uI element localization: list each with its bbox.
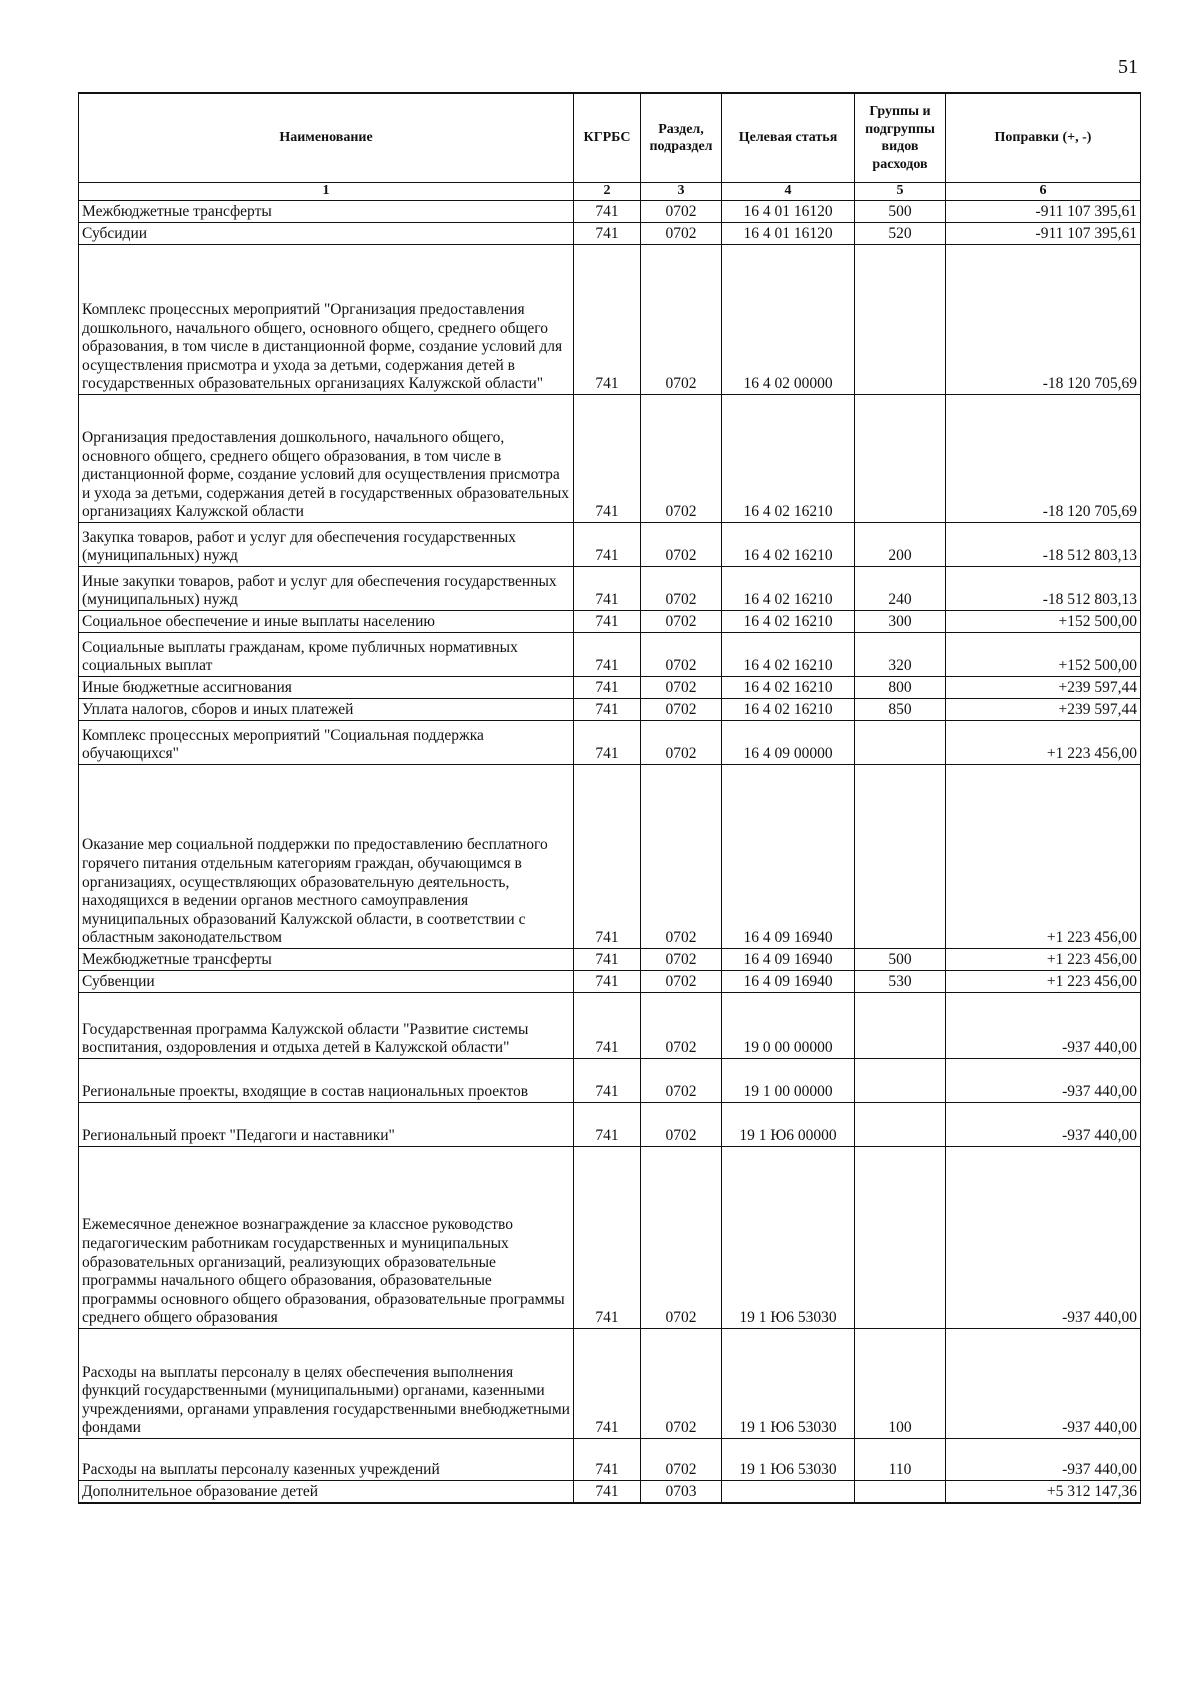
table-row [79,245,1141,395]
row-name-cell: Межбюджетные трансферты [79,201,574,223]
row-group-cell: 110 [855,1439,946,1481]
row-name-cell: Оказание мер социальной поддержки по предоставлению бесплатного горячего питания отдельным категориям граждан, обучающимся в организациях, осуществляющих образовательную деятельность, находящихся в ведении органов местного самоуправления муниципальных образований Калужской области, в соответствии с областным законодательством [79,765,574,949]
table-row [79,1481,1141,1503]
row-amount-cell: -937 440,00 [946,1103,1141,1147]
column-index: 6 [946,183,1141,201]
row-section-cell: 0702 [641,949,722,971]
row-name-cell: Комплекс процессных мероприятий "Организация предоставления дошкольного, начального общего, основного общего, среднего общего образования, в том числе в дистанционной форме, создание условий для осуществления присмотра и ухода за детьми, содержания детей в государственных образовательных организациях Калужской области" [79,245,574,395]
row-amount-cell: +1 223 456,00 [946,721,1141,765]
row-kgrbs-cell: 741 [574,971,641,993]
column-index: 1 [79,183,574,201]
row-target-cell: 16 4 02 16210 [722,567,855,611]
row-group-cell: 800 [855,677,946,699]
row-kgrbs-cell: 741 [574,395,641,523]
row-kgrbs-cell: 741 [574,699,641,721]
row-kgrbs-cell: 741 [574,567,641,611]
row-name-cell: Межбюджетные трансферты [79,949,574,971]
row-kgrbs-cell: 741 [574,1329,641,1439]
table-row [79,223,1141,245]
table-row [79,395,1141,523]
row-amount-cell: -911 107 395,61 [946,201,1141,223]
row-amount-cell: -18 512 803,13 [946,523,1141,567]
row-target-cell: 16 4 02 16210 [722,611,855,633]
table-row [79,677,1141,699]
row-kgrbs-cell: 741 [574,677,641,699]
row-kgrbs-cell: 741 [574,949,641,971]
row-target-cell: 19 1 Ю6 53030 [722,1329,855,1439]
row-section-cell: 0702 [641,971,722,993]
row-kgrbs-cell: 741 [574,633,641,677]
row-name-cell: Дополнительное образование детей [79,1481,574,1503]
header-section: Раздел, подраздел [641,93,722,183]
table-row [79,567,1141,611]
row-group-cell [855,1481,946,1503]
row-section-cell: 0702 [641,1439,722,1481]
row-section-cell: 0702 [641,1059,722,1103]
row-name-cell: Иные бюджетные ассигнования [79,677,574,699]
row-amount-cell: -937 440,00 [946,1439,1141,1481]
row-group-cell: 300 [855,611,946,633]
column-index: 5 [855,183,946,201]
row-target-cell: 16 4 02 16210 [722,699,855,721]
row-amount-cell: -937 440,00 [946,993,1141,1059]
row-target-cell: 19 0 00 00000 [722,993,855,1059]
column-index: 3 [641,183,722,201]
header-groups: Группы и подгруппы видов расходов [855,93,946,183]
row-name-cell: Субсидии [79,223,574,245]
row-kgrbs-cell: 741 [574,1103,641,1147]
row-target-cell: 16 4 02 16210 [722,633,855,677]
row-group-cell [855,245,946,395]
row-section-cell: 0702 [641,245,722,395]
row-name-cell: Комплекс процессных мероприятий "Социальная поддержка обучающихся" [79,721,574,765]
header-target: Целевая статья [722,93,855,183]
table-row [79,611,1141,633]
row-target-cell: 16 4 02 16210 [722,677,855,699]
header-kgrbs: КГРБС [574,93,641,183]
row-name-cell: Региональный проект "Педагоги и наставники" [79,1103,574,1147]
row-amount-cell: +239 597,44 [946,677,1141,699]
row-name-cell: Расходы на выплаты персоналу в целях обеспечения выполнения функций государственными (муниципальными) органами, казенными учреждениями, органами управления государственными внебюджетными фондами [79,1329,574,1439]
row-section-cell: 0702 [641,1329,722,1439]
row-name-cell: Государственная программа Калужской области "Развитие системы воспитания, оздоровления и отдыха детей в Калужской области" [79,993,574,1059]
table-row [79,1059,1141,1103]
row-amount-cell: -911 107 395,61 [946,223,1141,245]
column-index: 2 [574,183,641,201]
row-section-cell: 0702 [641,699,722,721]
row-target-cell: 16 4 09 16940 [722,765,855,949]
row-section-cell: 0702 [641,523,722,567]
row-name-cell: Уплата налогов, сборов и иных платежей [79,699,574,721]
row-section-cell: 0702 [641,677,722,699]
table-row [79,765,1141,949]
row-group-cell: 200 [855,523,946,567]
header-amount: Поправки (+, -) [946,93,1141,183]
row-target-cell: 16 4 02 00000 [722,245,855,395]
row-group-cell [855,721,946,765]
row-section-cell: 0702 [641,993,722,1059]
row-section-cell: 0702 [641,1103,722,1147]
row-section-cell: 0702 [641,1147,722,1329]
row-name-cell: Организация предоставления дошкольного, начального общего, основного общего, среднего общего образования, в том числе в дистанционной форме, создание условий для осуществления присмотра и ухода за детьми, содержания детей в государственных образовательных организациях Калужской области [79,395,574,523]
column-index: 4 [722,183,855,201]
row-amount-cell: -18 120 705,69 [946,245,1141,395]
table-row [79,699,1141,721]
row-kgrbs-cell: 741 [574,993,641,1059]
row-kgrbs-cell: 741 [574,1439,641,1481]
row-group-cell [855,1147,946,1329]
row-section-cell: 0702 [641,765,722,949]
row-name-cell: Расходы на выплаты персоналу казенных учреждений [79,1439,574,1481]
budget-amendments-table [78,92,1141,1504]
table-row [79,1439,1141,1481]
row-group-cell: 520 [855,223,946,245]
row-target-cell: 16 4 09 16940 [722,949,855,971]
row-amount-cell: -937 440,00 [946,1329,1141,1439]
row-group-cell [855,993,946,1059]
row-target-cell [722,1481,855,1503]
table-body [79,201,1141,1503]
row-target-cell: 16 4 09 16940 [722,971,855,993]
row-target-cell: 19 1 Ю6 53030 [722,1147,855,1329]
row-name-cell: Субвенции [79,971,574,993]
row-target-cell: 19 1 00 00000 [722,1059,855,1103]
table-row [79,971,1141,993]
row-amount-cell: +152 500,00 [946,633,1141,677]
row-kgrbs-cell: 741 [574,1481,641,1503]
row-kgrbs-cell: 741 [574,223,641,245]
row-name-cell: Ежемесячное денежное вознаграждение за классное руководство педагогическим работникам государственных и муниципальных образовательных организаций, реализующих образовательные программы начального общего образования, образовательные программы основного общего образования, образовательные программы среднего общего образования [79,1147,574,1329]
row-amount-cell: +152 500,00 [946,611,1141,633]
row-kgrbs-cell: 741 [574,201,641,223]
column-index-row [79,183,1141,201]
page-number: 51 [1118,56,1138,78]
row-section-cell: 0702 [641,201,722,223]
row-amount-cell: -937 440,00 [946,1147,1141,1329]
row-group-cell [855,765,946,949]
row-kgrbs-cell: 741 [574,1059,641,1103]
row-group-cell: 850 [855,699,946,721]
row-target-cell: 16 4 09 00000 [722,721,855,765]
row-kgrbs-cell: 741 [574,721,641,765]
row-group-cell [855,1103,946,1147]
row-amount-cell: -18 120 705,69 [946,395,1141,523]
table-row [79,201,1141,223]
row-target-cell: 19 1 Ю6 00000 [722,1103,855,1147]
row-name-cell: Иные закупки товаров, работ и услуг для обеспечения государственных (муниципальных) нужд [79,567,574,611]
row-group-cell [855,395,946,523]
row-amount-cell: +1 223 456,00 [946,949,1141,971]
row-group-cell: 530 [855,971,946,993]
row-group-cell: 100 [855,1329,946,1439]
row-section-cell: 0702 [641,611,722,633]
row-section-cell: 0702 [641,633,722,677]
row-amount-cell: -937 440,00 [946,1059,1141,1103]
row-target-cell: 16 4 01 16120 [722,223,855,245]
row-target-cell: 16 4 02 16210 [722,395,855,523]
row-group-cell: 500 [855,949,946,971]
row-group-cell: 320 [855,633,946,677]
row-kgrbs-cell: 741 [574,523,641,567]
row-amount-cell: +239 597,44 [946,699,1141,721]
row-section-cell: 0702 [641,395,722,523]
row-amount-cell: -18 512 803,13 [946,567,1141,611]
table-row [79,949,1141,971]
row-kgrbs-cell: 741 [574,765,641,949]
table-row [79,1147,1141,1329]
row-target-cell: 19 1 Ю6 53030 [722,1439,855,1481]
row-section-cell: 0703 [641,1481,722,1503]
row-section-cell: 0702 [641,721,722,765]
row-section-cell: 0702 [641,567,722,611]
table-row [79,633,1141,677]
table-row [79,523,1141,567]
row-name-cell: Социальное обеспечение и иные выплаты населению [79,611,574,633]
row-target-cell: 16 4 01 16120 [722,201,855,223]
row-name-cell: Закупка товаров, работ и услуг для обеспечения государственных (муниципальных) нужд [79,523,574,567]
table-row [79,1329,1141,1439]
row-amount-cell: +5 312 147,36 [946,1481,1141,1503]
row-group-cell: 500 [855,201,946,223]
row-section-cell: 0702 [641,223,722,245]
row-amount-cell: +1 223 456,00 [946,765,1141,949]
row-target-cell: 16 4 02 16210 [722,523,855,567]
row-name-cell: Региональные проекты, входящие в состав национальных проектов [79,1059,574,1103]
row-amount-cell: +1 223 456,00 [946,971,1141,993]
row-kgrbs-cell: 741 [574,611,641,633]
row-kgrbs-cell: 741 [574,1147,641,1329]
row-kgrbs-cell: 741 [574,245,641,395]
table-row [79,1103,1141,1147]
row-group-cell [855,1059,946,1103]
row-name-cell: Социальные выплаты гражданам, кроме публичных нормативных социальных выплат [79,633,574,677]
table-header-row [79,93,1141,183]
header-name: Наименование [79,93,574,183]
table-row [79,993,1141,1059]
row-group-cell: 240 [855,567,946,611]
table-row [79,721,1141,765]
